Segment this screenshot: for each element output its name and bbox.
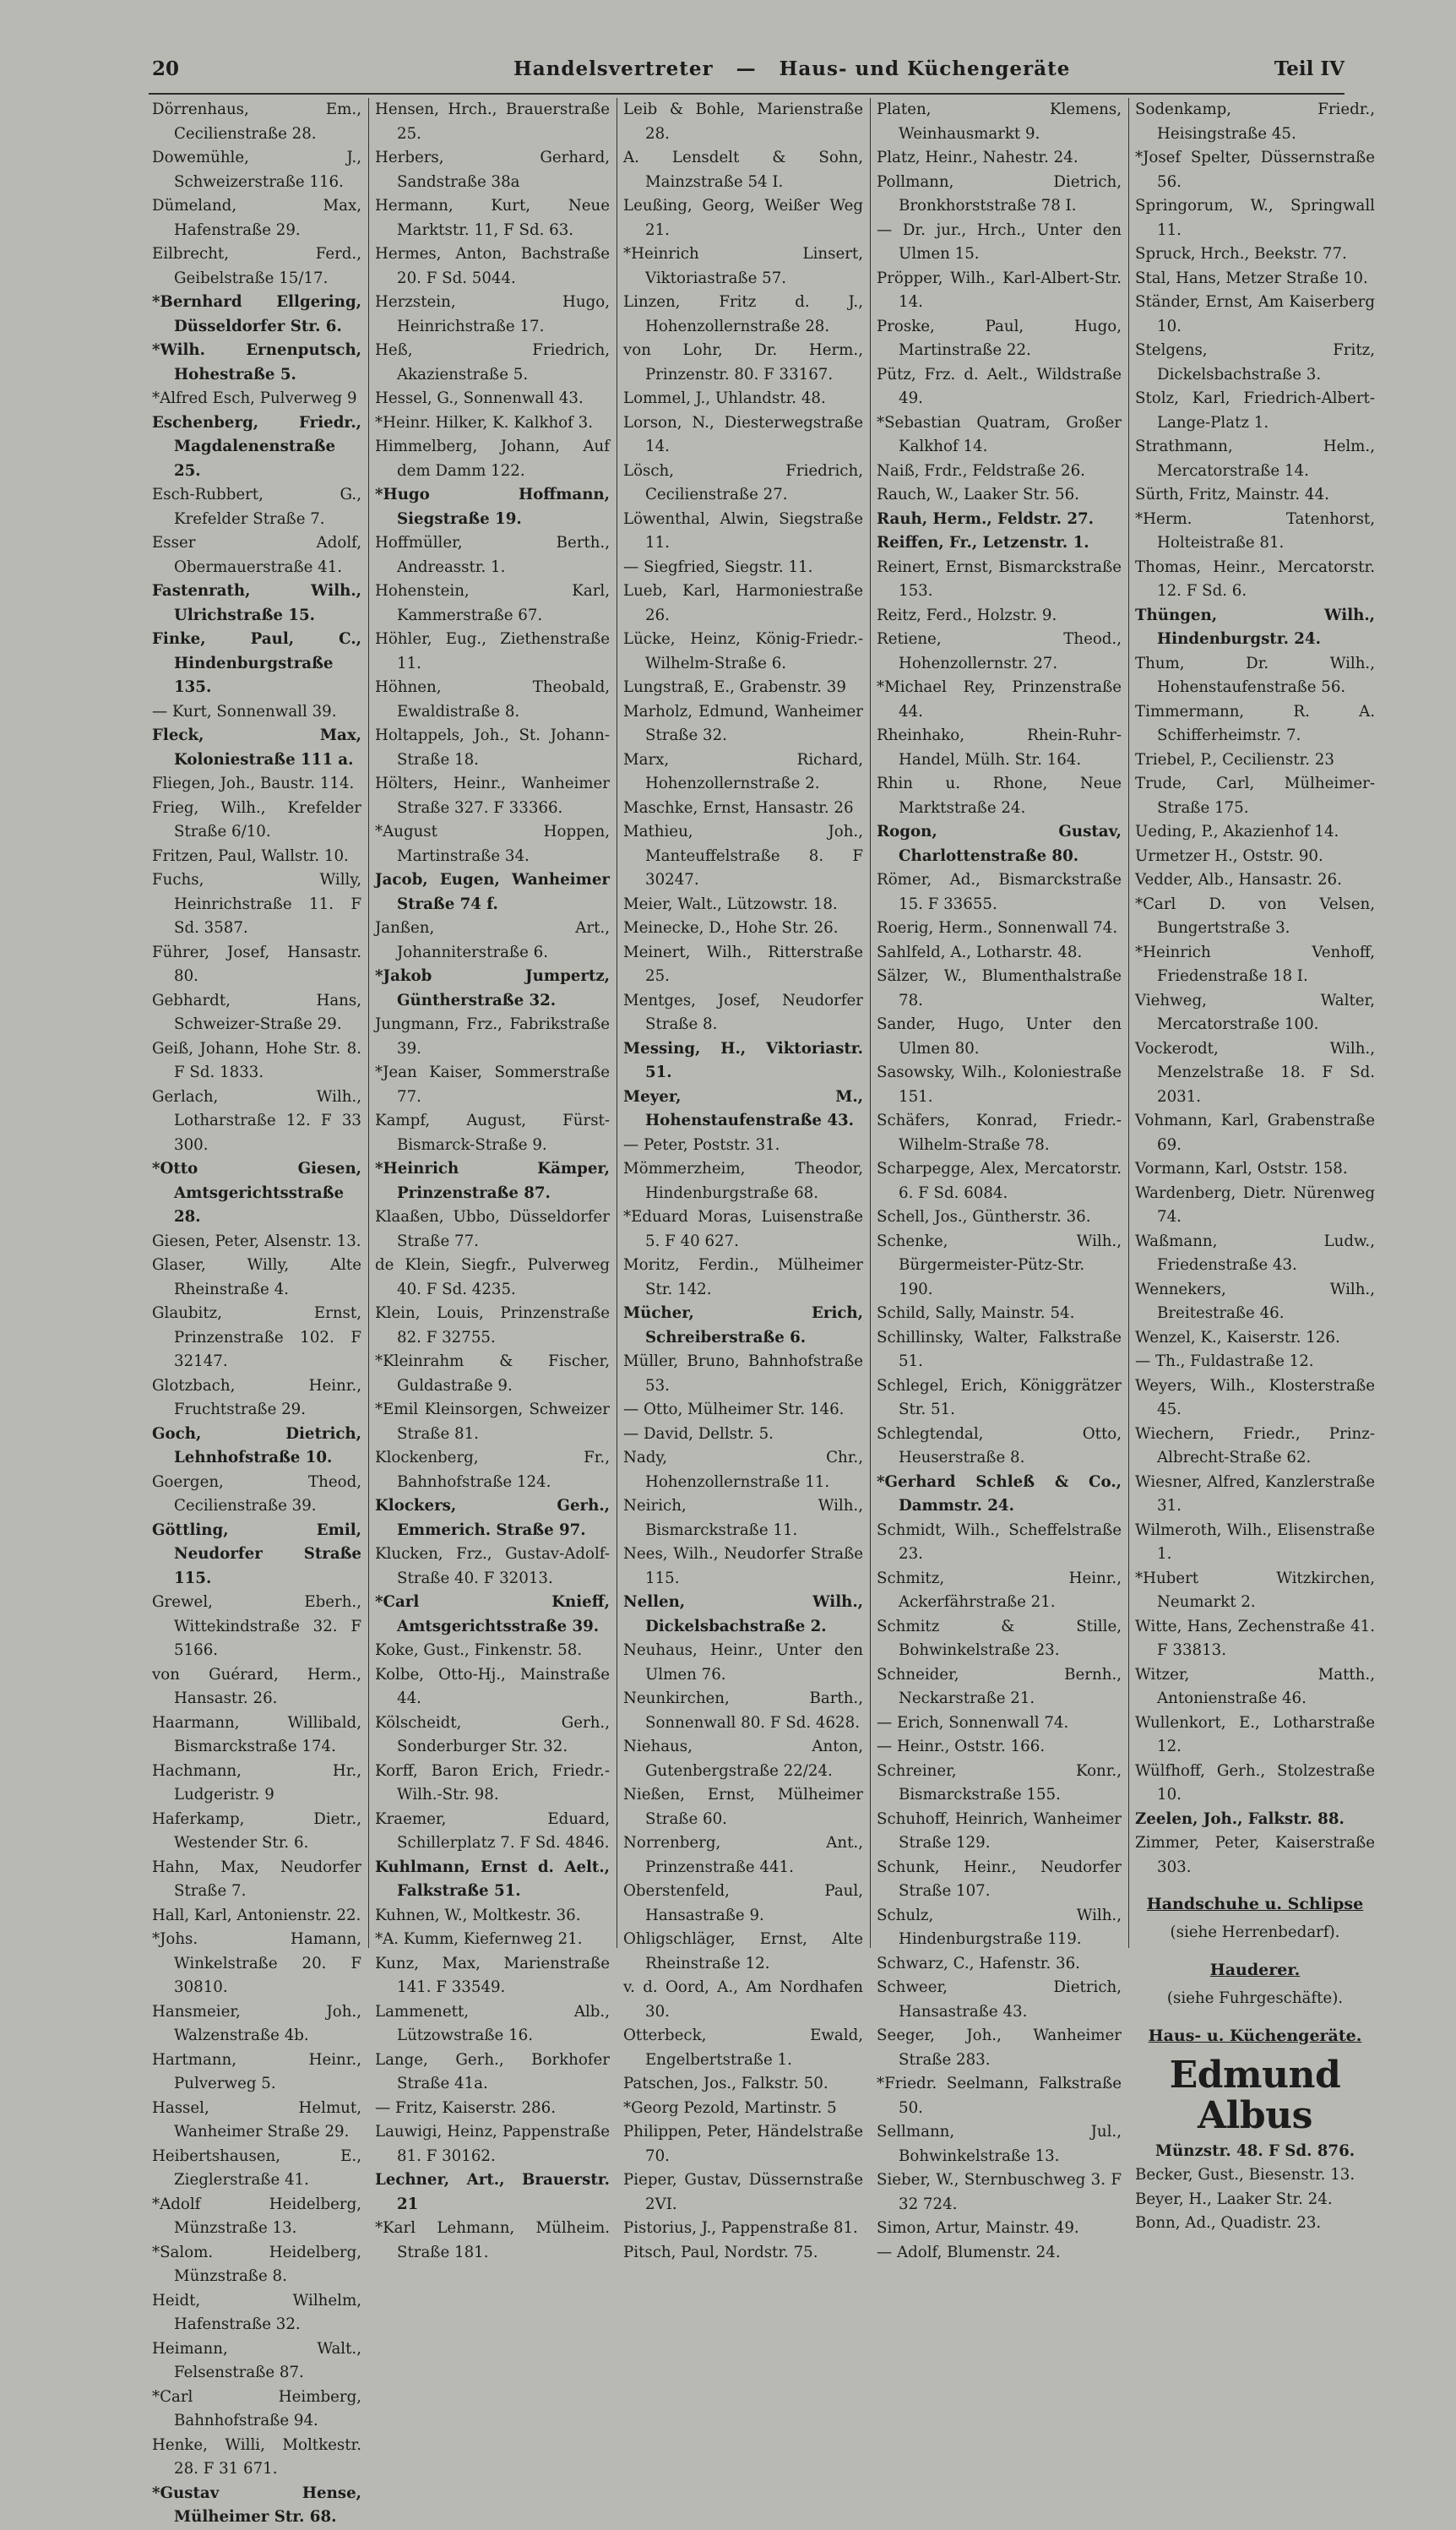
directory-entry: Nellen, Wilh., Dickelsbachstraße 2.	[623, 1593, 863, 1635]
directory-entry: Heimann, Walt., Felsenstraße 87.	[152, 2339, 361, 2381]
directory-entry: Koke, Gust., Finkenstr. 58.	[375, 1641, 583, 1659]
directory-entry: Schlegtendal, Otto, Heuserstraße 8.	[877, 1424, 1122, 1466]
directory-entry: Hall, Karl, Antonienstr. 22.	[152, 1906, 361, 1924]
directory-entry: — Siegfried, Siegstr. 11.	[623, 558, 813, 576]
directory-entry: Schmitz & Stille, Bohwinkelstraße 23.	[877, 1617, 1122, 1659]
directory-entry: *Hubert Witzkirchen, Neumarkt 2.	[1135, 1569, 1375, 1611]
directory-entry: Kampf, August, Fürst-Bismarck-Straße 9.	[375, 1112, 610, 1154]
directory-entry: Sälzer, W., Blumenthalstraße 78.	[877, 967, 1122, 1009]
directory-entry: Sieber, W., Sternbuschweg 3. F 32 724.	[877, 2171, 1122, 2213]
directory-entry: Fliegen, Joh., Baustr. 114.	[152, 775, 355, 792]
directory-column-4	[877, 98, 1122, 2261]
directory-entry: Kuhlmann, Ernst d. Aelt., Falkstraße 51.	[375, 1858, 610, 1900]
directory-entry: Nees, Wilh., Neudorfer Straße 115.	[623, 1545, 863, 1587]
section-ref-gloves: (siehe Herrenbedarf).	[1170, 1923, 1340, 1941]
directory-entry: Wiechern, Friedr., Prinz-Albrecht-Straße 62.	[1135, 1424, 1375, 1466]
directory-entry: Klockers, Gerh., Emmerich. Straße 97.	[375, 1497, 610, 1539]
directory-entry: Schuhoff, Heinrich, Wanheimer Straße 129.	[877, 1809, 1122, 1852]
directory-entry: Mücher, Erich, Schreiberstraße 6.	[623, 1304, 863, 1347]
directory-entry: Klein, Louis, Prinzenstraße 82. F 32755.	[375, 1304, 610, 1347]
directory-entry: Schillinsky, Walter, Falkstraße 51.	[877, 1328, 1122, 1370]
directory-entry: Neunkirchen, Barth., Sonnenwall 80. F Sd. 4628.	[623, 1689, 863, 1732]
directory-entry: Simon, Artur, Mainstr. 49.	[877, 2219, 1079, 2237]
directory-entry: *Heinrich Venhoff, Friedenstraße 18 I.	[1135, 943, 1375, 985]
directory-entry: Wiesner, Alfred, Kanzlerstraße 31.	[1135, 1472, 1375, 1515]
directory-entry: Retiene, Theod., Hohenzollernstr. 27.	[877, 630, 1122, 672]
directory-entry: Löwenthal, Alwin, Siegstraße 11.	[623, 509, 863, 552]
directory-entry: Waßmann, Ludw., Friedenstraße 43.	[1135, 1232, 1375, 1274]
column-divider	[870, 98, 871, 1948]
directory-entry: Dümeland, Max, Hafenstraße 29.	[152, 197, 361, 239]
directory-entry: *Salom. Heidelberg, Münzstraße 8.	[152, 2243, 361, 2285]
directory-entry: Beyer, H., Laaker Str. 24.	[1135, 2190, 1333, 2208]
directory-entry: Müller, Bruno, Bahnhofstraße 53.	[623, 1352, 863, 1395]
directory-entry: Patschen, Jos., Falkstr. 50.	[623, 2075, 829, 2092]
directory-entry: Neirich, Wilh., Bismarckstraße 11.	[623, 1497, 863, 1539]
directory-column-5	[1135, 98, 1375, 2232]
directory-entry: — Th., Fuldastraße 12.	[1135, 1352, 1314, 1370]
directory-entry: Goergen, Theod, Cecilienstraße 39.	[152, 1472, 361, 1515]
directory-entry: *Jakob Jumpertz, Güntherstraße 32.	[375, 967, 610, 1009]
directory-entry: *Carl D. von Velsen, Bungertstraße 3.	[1135, 895, 1375, 937]
directory-entry: Rogon, Gustav, Charlottenstraße 80.	[877, 823, 1122, 865]
directory-entry: Marholz, Edmund, Wanheimer Straße 32.	[623, 702, 863, 744]
directory-entry: *Herm. Tatenhorst, Holteistraße 81.	[1135, 509, 1375, 552]
advertisement-address: Münzstr. 48. F Sd. 876.	[1154, 2142, 1355, 2160]
directory-entry: Maschke, Ernst, Hansastr. 26	[623, 798, 854, 817]
directory-entry: Pröpper, Wilh., Karl-Albert-Str. 14.	[877, 269, 1122, 311]
directory-entry: Lammenett, Alb., Lützowstraße 16.	[375, 2002, 610, 2044]
directory-entry: Lommel, J., Uhlandstr. 48.	[623, 389, 826, 407]
directory-entry: Witzer, Matth., Antonienstraße 46.	[1135, 1665, 1375, 1707]
directory-entry: Roerig, Herm., Sonnenwall 74.	[877, 919, 1118, 937]
directory-entry: Göttling, Emil, Neudorfer Straße 115.	[152, 1521, 361, 1587]
directory-entry: Himmelberg, Johann, Auf dem Damm 122.	[375, 438, 610, 480]
directory-entry: Hoffmüller, Berth., Andreasstr. 1.	[375, 534, 610, 576]
directory-entry: — Kurt, Sonnenwall 39.	[152, 702, 337, 721]
directory-entry: Moritz, Ferdin., Mülheimer Str. 142.	[623, 1256, 863, 1298]
directory-entry: Reitz, Ferd., Holzstr. 9.	[877, 606, 1057, 624]
directory-entry: Norrenberg, Ant., Prinzenstraße 441.	[623, 1834, 863, 1876]
directory-entry: Hahn, Max, Neudorfer Straße 7.	[152, 1858, 361, 1900]
directory-entry: Jacob, Eugen, Wanheimer Straße 74 f.	[375, 871, 610, 913]
directory-entry: Wennekers, Wilh., Breitestraße 46.	[1135, 1280, 1375, 1322]
directory-entry: Heß, Friedrich, Akazienstraße 5.	[375, 341, 610, 384]
directory-entry: Strathmann, Helm., Mercatorstraße 14.	[1135, 438, 1375, 480]
directory-entry: Schlegel, Erich, Königgrätzer Str. 51.	[877, 1376, 1122, 1418]
directory-entry: Höhler, Eug., Ziethenstraße 11.	[375, 630, 610, 672]
directory-entry: Römer, Ad., Bismarckstraße 15. F 33655.	[877, 871, 1122, 913]
directory-entry: Pitsch, Paul, Nordstr. 75.	[623, 2243, 818, 2261]
directory-entry: Haarmann, Willibald, Bismarckstraße 174.	[152, 1713, 361, 1755]
directory-entry: — Peter, Poststr. 31.	[623, 1135, 780, 1154]
directory-entry: Meinert, Wilh., Ritterstraße 25.	[623, 943, 863, 985]
directory-column-1	[152, 98, 361, 2526]
directory-entry: Hermes, Anton, Bachstraße 20. F Sd. 5044.	[375, 245, 610, 287]
directory-entry: Dörrenhaus, Em., Cecilienstraße 28.	[152, 101, 361, 143]
directory-entry: Lauwigi, Heinz, Pappenstraße 81. F 30162.	[375, 2123, 610, 2165]
directory-entry: Schweer, Dietrich, Hansastraße 43.	[877, 1978, 1122, 2021]
section-ref-carriers: (siehe Fuhrgeschäfte).	[1166, 1989, 1344, 2007]
directory-entry: *Emil Kleinsorgen, Schweizer Straße 81.	[375, 1401, 610, 1443]
directory-entry: Wülfhoff, Gerh., Stolzestraße 10.	[1135, 1761, 1375, 1804]
directory-entry: Hessel, G., Sonnenwall 43.	[375, 389, 584, 407]
directory-entry: Ueding, P., Akazienhof 14.	[1135, 823, 1339, 841]
directory-entry: Thomas, Heinr., Mercatorstr. 12. F Sd. 6.	[1135, 558, 1375, 600]
directory-entry: de Klein, Siegfr., Pulverweg 40. F Sd. 4235.	[375, 1256, 610, 1298]
directory-entry: Fuchs, Willy, Heinrichstraße 11. F Sd. 3587.	[152, 871, 361, 937]
directory-entry: Linzen, Fritz d. J., Hohenzollernstraße 28.	[623, 293, 863, 335]
directory-entry: Reinert, Ernst, Bismarckstraße 153.	[877, 558, 1122, 600]
directory-entry: Sasowsky, Wilh., Koloniestraße 151.	[877, 1064, 1122, 1106]
directory-entry: Geiß, Johann, Hohe Str. 8. F Sd. 1833.	[152, 1039, 361, 1081]
directory-entry: *Heinr. Hilker, K. Kalkhof 3.	[375, 413, 593, 432]
directory-entry: Lücke, Heinz, König-Friedr.-Wilhelm-Straße 6.	[623, 630, 863, 672]
part-label: Teil IV	[1274, 57, 1345, 80]
directory-entry: Hölters, Heinr., Wanheimer Straße 327. F 33366.	[375, 775, 610, 817]
directory-entry: *Heinrich Linsert, Viktoriastraße 57.	[623, 245, 863, 287]
directory-entry: *Otto Giesen, Amtsgerichtsstraße 28.	[152, 1160, 361, 1226]
directory-entry: Grewel, Eberh., Wittekindstraße 32. F 5166.	[152, 1593, 361, 1659]
directory-entry: Rauh, Herm., Feldstr. 27.	[877, 509, 1094, 528]
directory-entry: Eilbrecht, Ferd., Geibelstraße 15/17.	[152, 245, 361, 287]
heading-right: Haus- und Küchengeräte	[779, 57, 1071, 80]
directory-entry: Hassel, Helmut, Wanheimer Straße 29.	[152, 2098, 361, 2141]
directory-entry: *Carl Knieff, Amtsgerichtsstraße 39.	[375, 1593, 610, 1635]
directory-entry: — Dr. jur., Hrch., Unter den Ulmen 15.	[877, 220, 1122, 263]
directory-entry: Lungstraß, E., Grabenstr. 39	[623, 678, 846, 696]
directory-entry: von Guérard, Herm., Hansastr. 26.	[152, 1665, 361, 1707]
directory-entry: Hartmann, Heinr., Pulverweg 5.	[152, 2050, 361, 2092]
directory-entry: Heibertshausen, E., Zieglerstraße 41.	[152, 2146, 361, 2189]
directory-entry: Stolz, Karl, Friedrich-Albert-Lange-Platz 1.	[1135, 389, 1375, 432]
directory-entry: Höhnen, Theobald, Ewaldistraße 8.	[375, 678, 610, 721]
directory-entry: Kuhnen, W., Moltkestr. 36.	[375, 1906, 581, 1924]
directory-entry: Hachmann, Hr., Ludgeristr. 9	[152, 1761, 361, 1804]
directory-entry: Vohmann, Karl, Grabenstraße 69.	[1135, 1112, 1375, 1154]
directory-entry: Glotzbach, Heinr., Fruchtstraße 29.	[152, 1376, 361, 1418]
directory-entry: Schunk, Heinr., Neudorfer Straße 107.	[877, 1858, 1122, 1900]
directory-entry: Fritzen, Paul, Wallstr. 10.	[152, 846, 349, 865]
directory-entry: Kunz, Max, Marienstraße 141. F 33549.	[375, 1954, 610, 1996]
directory-entry: Goch, Dietrich, Lehnhofstraße 10.	[152, 1424, 361, 1466]
directory-entry: Leib & Bohle, Marienstraße 28.	[623, 101, 863, 143]
directory-entry: — Erich, Sonnenwall 74.	[877, 1713, 1069, 1732]
directory-entry: Thüngen, Wilh., Hindenburgstr. 24.	[1135, 606, 1375, 648]
directory-entry: Witte, Hans, Zechenstraße 41. F 33813.	[1135, 1617, 1375, 1659]
directory-entry: Herzstein, Hugo, Heinrichstraße 17.	[375, 293, 610, 335]
directory-entry: *Alfred Esch, Pulverweg 9	[152, 389, 357, 407]
directory-entry: Proske, Paul, Hugo, Martinstraße 22.	[877, 317, 1122, 359]
directory-entry: *Carl Heimberg, Bahnhofstraße 94.	[152, 2387, 361, 2429]
directory-entry: Mömmerzheim, Theodor, Hindenburgstraße 68.	[623, 1160, 863, 1202]
directory-entry: Schneider, Bernh., Neckarstraße 21.	[877, 1665, 1122, 1707]
directory-entry: Rheinhako, Rhein-Ruhr-Handel, Mülh. Str. 164.	[877, 726, 1122, 769]
directory-entry: Führer, Josef, Hansastr. 80.	[152, 943, 361, 985]
directory-entry: Schäfers, Konrad, Friedr.-Wilhelm-Straße 78.	[877, 1112, 1122, 1154]
directory-column-3	[623, 98, 863, 2261]
directory-entry: *Gustav Hense, Mülheimer Str. 68.	[152, 2484, 361, 2526]
directory-entry: Finke, Paul, C., Hindenburgstraße 135.	[152, 630, 361, 696]
directory-entry: Glaser, Willy, Alte Rheinstraße 4.	[152, 1256, 361, 1298]
directory-entry: Otterbeck, Ewald, Engelbertstraße 1.	[623, 2027, 863, 2069]
directory-entry: Viehweg, Walter, Mercatorstraße 100.	[1135, 991, 1375, 1033]
directory-entry: *Wilh. Ernenputsch, Hohestraße 5.	[152, 341, 361, 384]
directory-entry: Giesen, Peter, Alsenstr. 13.	[152, 1232, 361, 1250]
directory-entry: Rauch, W., Laaker Str. 56.	[877, 486, 1079, 503]
directory-entry: Scharpegge, Alex, Mercatorstr. 6. F Sd. 6084.	[877, 1160, 1122, 1202]
directory-entry: Platz, Heinr., Nahestr. 24.	[877, 149, 1078, 166]
directory-entry: Pollmann, Dietrich, Bronkhorststraße 78 I.	[877, 172, 1122, 215]
directory-entry: Oberstenfeld, Paul, Hansastraße 9.	[623, 1882, 863, 1924]
directory-entry: Lorson, N., Diesterwegstraße 14.	[623, 413, 863, 455]
directory-entry: — Fritz, Kaiserstr. 286.	[375, 2098, 556, 2117]
section-title-carriers: Hauderer.	[1209, 1961, 1301, 1979]
directory-entry: *Jean Kaiser, Sommerstraße 77.	[375, 1064, 610, 1106]
directory-entry: *Karl Lehmann, Mülheim. Straße 181.	[375, 2219, 610, 2261]
directory-entry: *Sebastian Quatram, Großer Kalkhof 14.	[877, 413, 1122, 455]
directory-entry: Jungmann, Frz., Fabrikstraße 39.	[375, 1015, 610, 1058]
directory-entry: Ohligschläger, Ernst, Alte Rheinstraße 12.	[623, 1930, 863, 1972]
directory-entry: Schulz, Wilh., Hindenburgstraße 119.	[877, 1906, 1122, 1948]
directory-entry: — Otto, Mülheimer Str. 146.	[623, 1401, 845, 1418]
section-title-gloves: Handschuhe u. Schlipse	[1146, 1895, 1364, 1913]
directory-entry: *Hugo Hoffmann, Siegstraße 19.	[375, 486, 610, 528]
directory-entry: Wullenkort, E., Lotharstraße 12.	[1135, 1713, 1375, 1755]
heading-dash: —	[736, 57, 757, 80]
directory-entry: *Johs. Hamann, Winkelstraße 20. F 30810.	[152, 1930, 361, 1996]
directory-entry: Sahlfeld, A., Lotharstr. 48.	[877, 943, 1083, 961]
directory-entry: Bonn, Ad., Quadistr. 23.	[1135, 2214, 1322, 2232]
directory-entry: von Lohr, Dr. Herm., Prinzenstr. 80. F 33167.	[623, 341, 863, 384]
directory-entry: Wardenberg, Dietr. Nürenweg 74.	[1135, 1183, 1375, 1226]
directory-entry: Fastenrath, Wilh., Ulrichstraße 15.	[152, 582, 361, 624]
directory-entry: Leußing, Georg, Weißer Weg 21.	[623, 197, 863, 239]
directory-entry: Meyer, M., Hohenstaufenstraße 43.	[623, 1087, 863, 1129]
directory-entry: Wenzel, K., Kaiserstr. 126.	[1135, 1328, 1340, 1347]
directory-entry: Lueb, Karl, Harmoniestraße 26.	[623, 582, 863, 624]
directory-entry: Nady, Chr., Hohenzollernstraße 11.	[623, 1449, 863, 1491]
directory-entry: Schild, Sally, Mainstr. 54.	[877, 1304, 1075, 1322]
directory-entry: Schmidt, Wilh., Scheffelstraße 23.	[877, 1521, 1122, 1563]
heading-left: Handelsvertreter	[513, 57, 714, 80]
directory-entry: *Kleinrahm & Fischer, Guldastraße 9.	[375, 1352, 610, 1395]
column-5-entries	[1135, 98, 1375, 1880]
page-heading	[513, 57, 1070, 80]
directory-entry: Sürth, Fritz, Mainstr. 44.	[1135, 486, 1329, 503]
directory-entry: Ständer, Ernst, Am Kaiserberg 10.	[1135, 293, 1375, 335]
directory-entry: Schmitz, Heinr., Ackerfährstraße 21.	[877, 1569, 1122, 1611]
directory-entry: Schreiner, Konr., Bismarckstraße 155.	[877, 1761, 1122, 1804]
directory-entry: Vedder, Alb., Hansastr. 26.	[1135, 871, 1342, 889]
directory-entry: Glaubitz, Ernst, Prinzenstraße 102. F 32147.	[152, 1304, 361, 1370]
directory-entry: Platen, Klemens, Weinhausmarkt 9.	[877, 101, 1122, 143]
directory-entry: Pistorius, J., Pappenstraße 81.	[623, 2219, 858, 2237]
directory-entry: — Heinr., Oststr. 166.	[877, 1738, 1046, 1755]
directory-entry: *Josef Spelter, Düssernstraße 56.	[1135, 149, 1375, 191]
directory-entry: Gerlach, Wilh., Lotharstraße 12. F 33 300.	[152, 1087, 361, 1154]
directory-entry: Hohenstein, Karl, Kammerstraße 67.	[375, 582, 610, 624]
directory-entry: *August Hoppen, Martinstraße 34.	[375, 823, 610, 865]
directory-entry: Trude, Carl, Mülheimer-Straße 175.	[1135, 775, 1375, 817]
directory-entry: Lechner, Art., Brauerstr. 21	[375, 2171, 610, 2213]
directory-entry: Zimmer, Peter, Kaiserstraße 303.	[1135, 1834, 1375, 1876]
directory-entry: *Adolf Heidelberg, Münzstraße 13.	[152, 2195, 361, 2237]
directory-entry: Esser Adolf, Obermauerstraße 41.	[152, 534, 361, 576]
directory-entry: Marx, Richard, Hohenzollernstraße 2.	[623, 750, 863, 792]
directory-entry: Klockenberg, Fr., Bahnhofstraße 124.	[375, 1449, 610, 1491]
directory-entry: Kraemer, Eduard, Schillerplatz 7. F Sd. 4846.	[375, 1809, 610, 1852]
directory-entry: Zeelen, Joh., Falkstr. 88.	[1135, 1809, 1345, 1828]
directory-entry: Janßen, Art., Johanniterstraße 6.	[375, 919, 610, 961]
directory-entry: Herbers, Gerhard, Sandstraße 38a	[375, 149, 610, 191]
directory-entry: Wilmeroth, Wilh., Elisenstraße 1.	[1135, 1521, 1375, 1563]
directory-entry: Becker, Gust., Biesenstr. 13.	[1135, 2166, 1355, 2184]
directory-entry: Mathieu, Joh., Manteuffelstraße 8. F 30247.	[623, 823, 863, 889]
directory-entry: Kölscheidt, Gerh., Sonderburger Str. 32.	[375, 1713, 610, 1755]
directory-entry: Meinecke, D., Hohe Str. 26.	[623, 919, 839, 937]
directory-entry: Lange, Gerh., Borkhofer Straße 41a.	[375, 2050, 610, 2092]
directory-entry: Pütz, Frz. d. Aelt., Wildstraße 49.	[877, 365, 1122, 407]
column-divider	[1128, 98, 1129, 1948]
directory-entry: Klaaßen, Ubbo, Düsseldorfer Straße 77.	[375, 1208, 610, 1250]
household-entries	[1135, 2163, 1375, 2236]
directory-entry: Reiffen, Fr., Letzenstr. 1.	[877, 534, 1089, 552]
directory-entry: Sellmann, Jul., Bohwinkelstraße 13.	[877, 2123, 1122, 2165]
directory-entry: Esch-Rubbert, G., Krefelder Straße 7.	[152, 486, 361, 528]
directory-entry: Nießen, Ernst, Mülheimer Straße 60.	[623, 1786, 863, 1828]
directory-entry: Sodenkamp, Friedr., Heisingstraße 45.	[1135, 101, 1375, 143]
directory-entry: Hensen, Hrch., Brauerstraße 25.	[375, 101, 610, 143]
directory-entry: Vockerodt, Wilh., Menzelstraße 18. F Sd. 2031.	[1135, 1039, 1375, 1106]
directory-entry: Spruck, Hrch., Beekstr. 77.	[1135, 245, 1347, 263]
directory-entry: Holtappels, Joh., St. Johann-Straße 18.	[375, 726, 610, 769]
directory-entry: Korff, Baron Erich, Friedr.-Wilh.-Str. 98.	[375, 1761, 610, 1804]
directory-entry: Stelgens, Fritz, Dickelsbachstraße 3.	[1135, 341, 1375, 384]
directory-entry: Schell, Jos., Güntherstr. 36.	[877, 1208, 1091, 1226]
directory-entry: Vormann, Karl, Oststr. 158.	[1135, 1160, 1348, 1178]
directory-entry: — Adolf, Blumenstr. 24.	[877, 2243, 1061, 2261]
directory-entry: Schwarz, C., Hafenstr. 36.	[877, 1954, 1080, 1972]
directory-entry: Thum, Dr. Wilh., Hohenstaufenstraße 56.	[1135, 654, 1375, 696]
directory-entry: Haferkamp, Dietr., Westender Str. 6.	[152, 1809, 361, 1852]
directory-entry: *Georg Pezold, Martinstr. 5	[623, 2098, 837, 2117]
section-title-household: Haus- u. Küchengeräte.	[1148, 2027, 1362, 2045]
directory-entry: A. Lensdelt & Sohn, Mainzstraße 54 I.	[623, 149, 863, 191]
directory-entry: *Eduard Moras, Luisenstraße 5. F 40 627.	[623, 1208, 863, 1250]
directory-entry: Eschenberg, Friedr., Magdalenenstraße 25.	[152, 413, 361, 480]
directory-entry: Gebhardt, Hans, Schweizer-Straße 29.	[152, 991, 361, 1033]
directory-entry: Frieg, Wilh., Krefelder Straße 6/10.	[152, 798, 361, 841]
directory-entry: Neuhaus, Heinr., Unter den Ulmen 76.	[623, 1641, 863, 1684]
directory-column-2	[375, 98, 610, 2261]
directory-entry: Seeger, Joh., Wanheimer Straße 283.	[877, 2027, 1122, 2069]
advertisement-name: Edmund Albus	[1169, 2054, 1341, 2137]
directory-entry: Heidt, Wilhelm, Hafenstraße 32.	[152, 2291, 361, 2333]
page-number: 20	[152, 57, 180, 80]
directory-entry: *Heinrich Kämper, Prinzenstraße 87.	[375, 1160, 610, 1202]
directory-entry: Dowemühle, J., Schweizerstraße 116.	[152, 149, 361, 191]
directory-entry: Niehaus, Anton, Gutenbergstraße 22/24.	[623, 1738, 863, 1780]
directory-entry: Stal, Hans, Metzer Straße 10.	[1135, 269, 1368, 287]
directory-entry: v. d. Oord, A., Am Nordhafen 30.	[623, 1978, 863, 2021]
directory-entry: *Friedr. Seelmann, Falkstraße 50.	[877, 2075, 1122, 2117]
directory-entry: *A. Kumm, Kiefernweg 21.	[375, 1930, 583, 1948]
directory-entry: Kolbe, Otto-Hj., Mainstraße 44.	[375, 1665, 610, 1707]
directory-entry: Lösch, Friedrich, Cecilienstraße 27.	[623, 461, 863, 503]
column-divider	[368, 98, 369, 1948]
directory-entry: Triebel, P., Cecilienstr. 23	[1135, 750, 1334, 769]
directory-entry: Fleck, Max, Koloniestraße 111 a.	[152, 726, 361, 769]
directory-entry: Sander, Hugo, Unter den Ulmen 80.	[877, 1015, 1122, 1058]
directory-entry: Springorum, W., Springwall 11.	[1135, 197, 1375, 239]
header-rule	[149, 93, 1345, 95]
directory-entry: Rhin u. Rhone, Neue Marktstraße 24.	[877, 775, 1122, 817]
directory-entry: *Bernhard Ellgering, Düsseldorfer Str. 6.	[152, 293, 361, 335]
directory-entry: Schenke, Wilh., Bürgermeister-Pütz-Str. 190.	[877, 1232, 1122, 1298]
directory-entry: Henke, Willi, Moltkestr. 28. F 31 671.	[152, 2435, 361, 2478]
directory-entry: Naiß, Frdr., Feldstraße 26.	[877, 461, 1085, 480]
directory-entry: Meier, Walt., Lützowstr. 18.	[623, 895, 838, 913]
directory-entry: — David, Dellstr. 5.	[623, 1424, 774, 1443]
directory-entry: Urmetzer H., Oststr. 90.	[1135, 846, 1323, 865]
directory-entry: Klucken, Frz., Gustav-Adolf-Straße 40. F 32013.	[375, 1545, 610, 1587]
directory-entry: Hermann, Kurt, Neue Marktstr. 11, F Sd. 63.	[375, 197, 610, 239]
directory-entry: Mentges, Josef, Neudorfer Straße 8.	[623, 991, 863, 1033]
directory-entry: Messing, H., Viktoriastr. 51.	[623, 1039, 863, 1081]
directory-entry: Hansmeier, Joh., Walzenstraße 4b.	[152, 2002, 361, 2044]
directory-entry: Philippen, Peter, Händelstraße 70.	[623, 2123, 863, 2165]
directory-entry: *Michael Rey, Prinzenstraße 44.	[877, 678, 1122, 721]
directory-entry: Timmermann, R. A. Schifferheimstr. 7.	[1135, 702, 1375, 744]
directory-entry: Weyers, Wilh., Klosterstraße 45.	[1135, 1376, 1375, 1418]
directory-entry: Pieper, Gustav, Düssernstraße 2VI.	[623, 2171, 863, 2213]
directory-entry: *Gerhard Schleß & Co., Dammstr. 24.	[877, 1472, 1122, 1515]
